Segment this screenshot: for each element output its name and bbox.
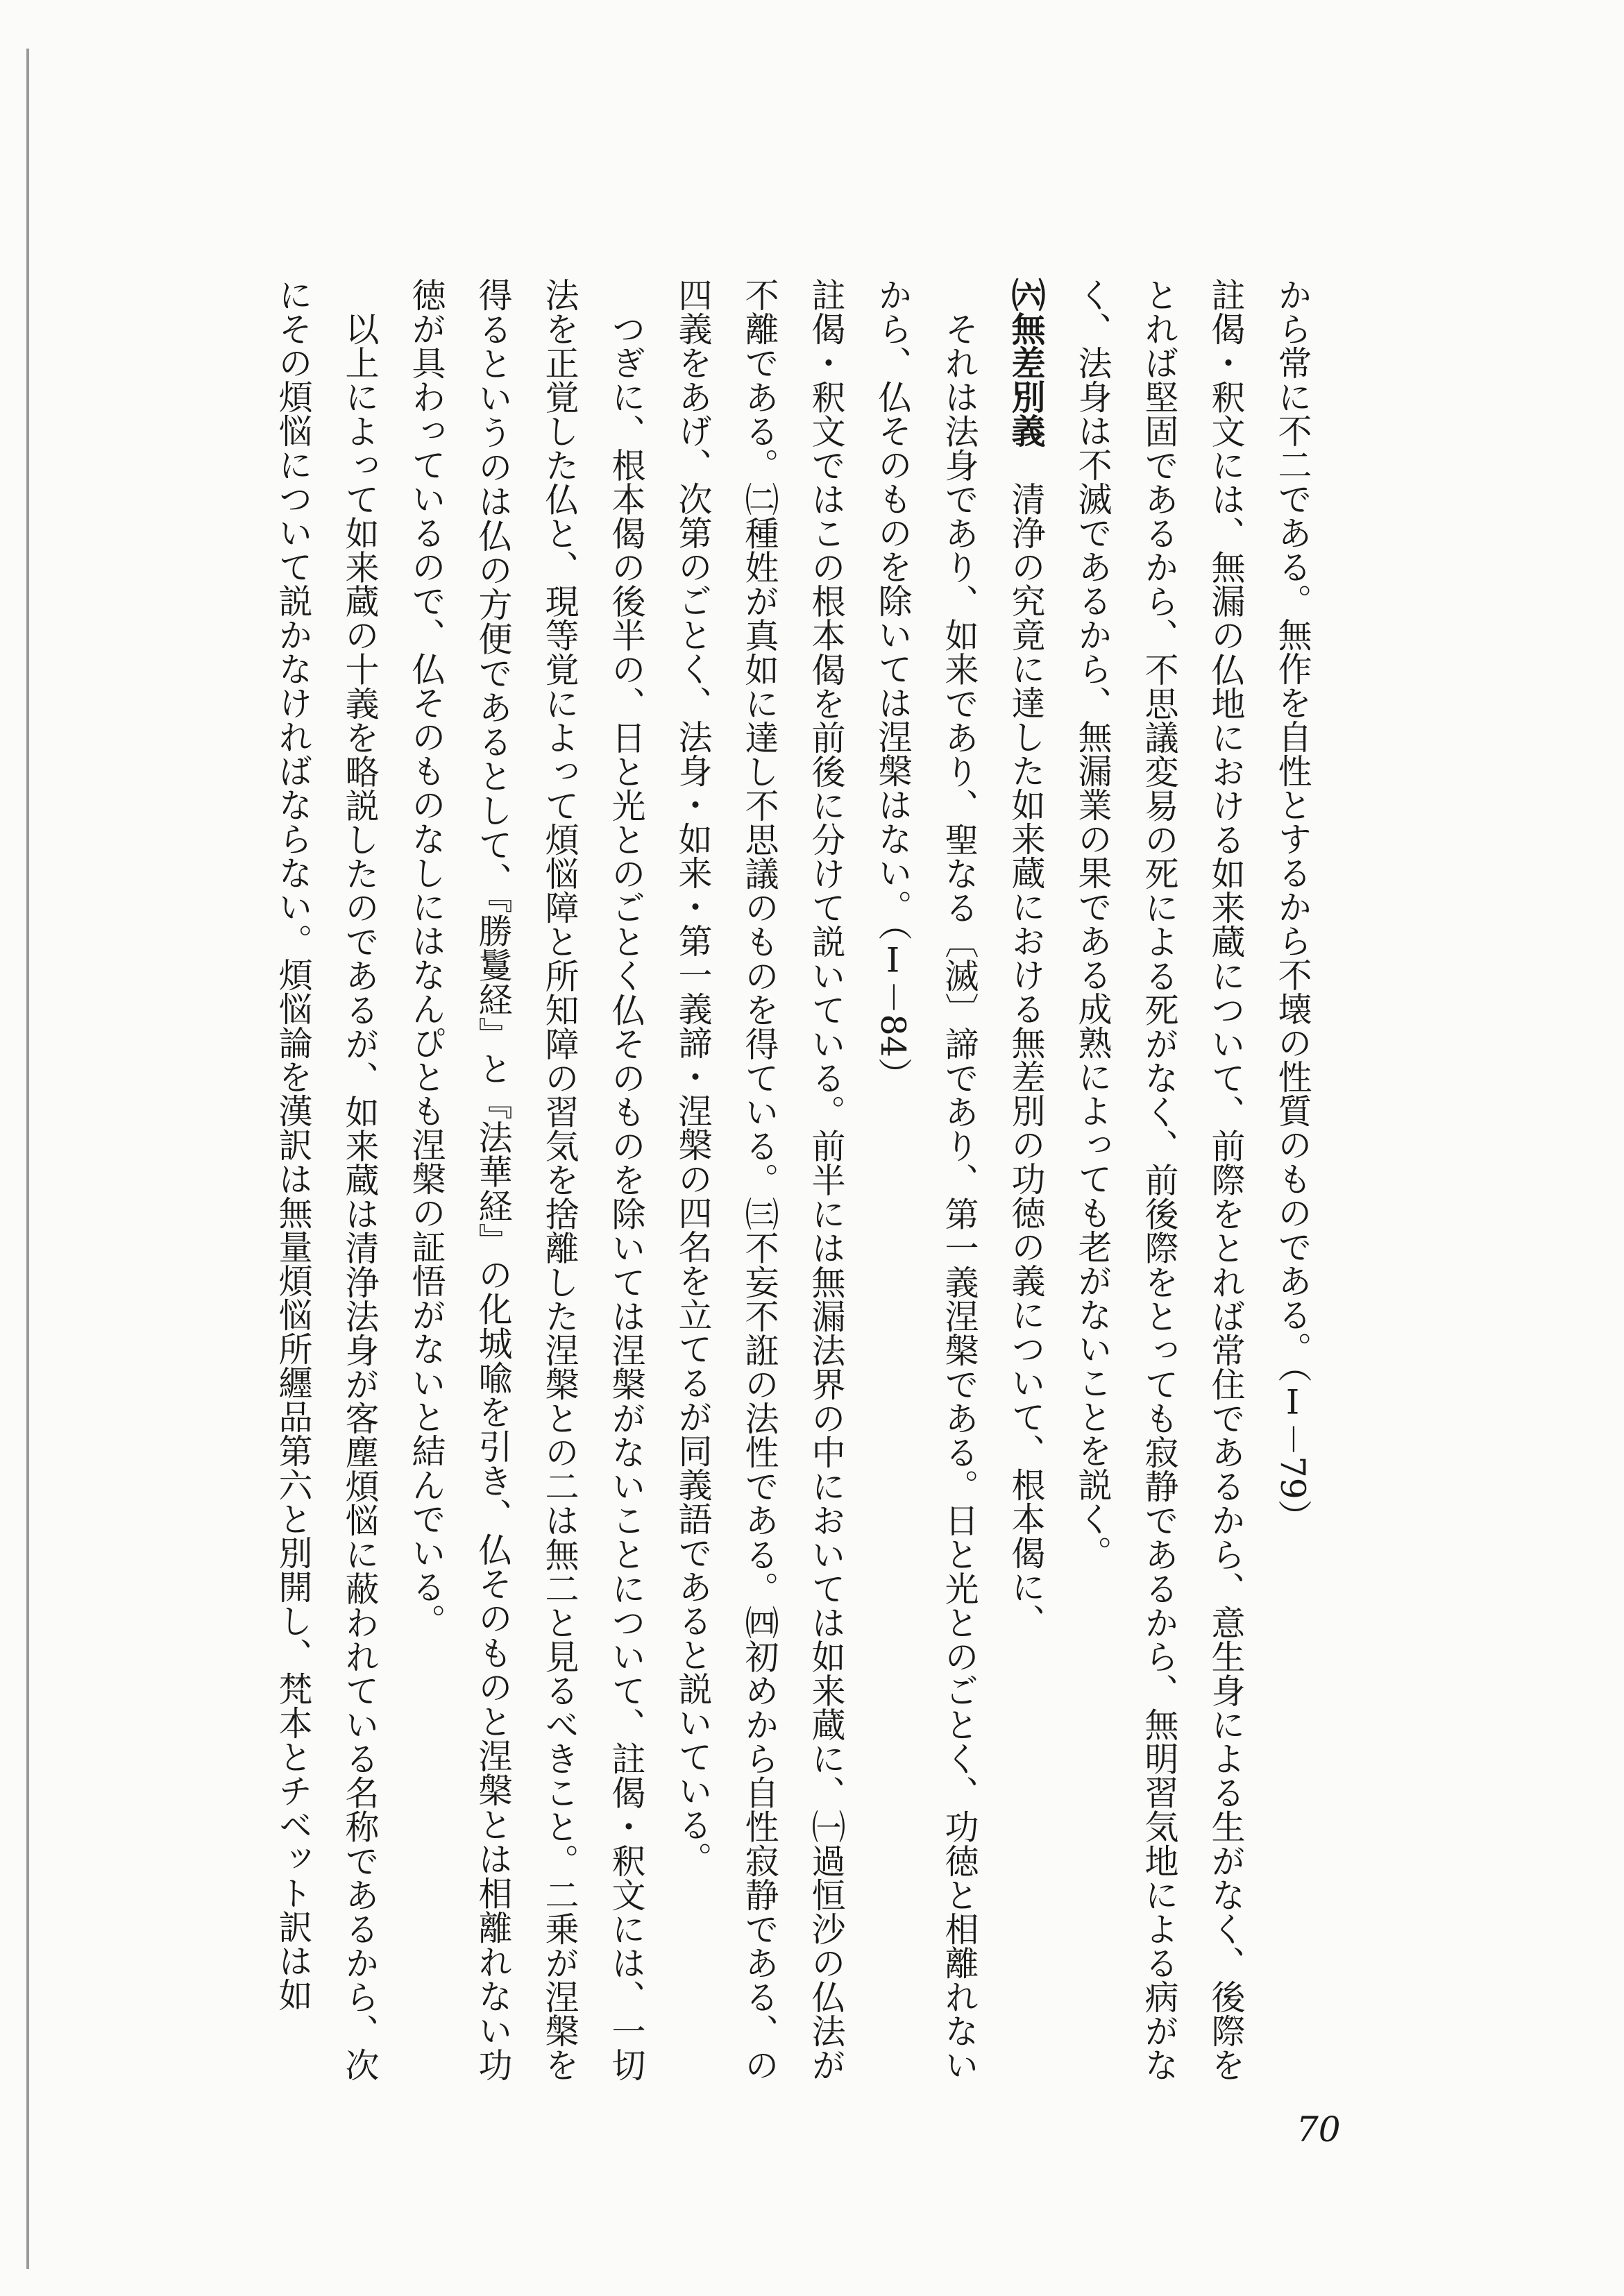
paragraph-1: から常に不二である。無作を自性とするから不壊の性質のものである。（Ⅰ－79） (1273, 278, 1312, 1533)
page-binding-edge (26, 49, 29, 2269)
vertical-text-body (243, 278, 1326, 2082)
section-heading-text: 清浄の究竟に達した如来蔵における無差別の功徳の義について、根本偈に、 (1006, 482, 1046, 1638)
paragraph-7: 以上によって如来蔵の十義を略説したのであるが、如来蔵は清浄法身が客塵煩悩に蔽われている名称であるから、次にその煩悩について説かなければならない。煩悩論を漢訳は無量煩悩所纒品第六と別開し、梵本とチベット訳は如 (273, 278, 380, 2082)
main-text-block (243, 278, 1326, 2082)
paragraph-6: つぎに、根本偈の後半の、日と光とのごとく仏そのものを除いては涅槃がないことについて、註偈・釈文には、一切法を正覚した仏と、現等覚によって煩悩障と所知障の習気を捨離した涅槃との二は無二と見るべきこと。二乗が涅槃を得るというのは仏の方便であるとして、『勝鬘経』と『法華経』の化城喩を引き、仏そのものと涅槃とは相離れない功徳が具わっているので、仏そのものなしにはなんぴとも涅槃の証悟がないと結んでいる。 (407, 278, 646, 2082)
paragraph-3 (992, 278, 1059, 2082)
paragraph-4-quote: それは法身であり、如来であり、聖なる〔滅〕諦であり、第一義涅槃である。日と光とのごとく、功徳と相離れないから、仏そのものを除いては涅槃はない。（Ⅰ－84） (873, 278, 979, 2082)
section-heading-label: ㈥無差別義 (1006, 278, 1046, 448)
paragraph-5: 註偈・釈文ではこの根本偈を前後に分けて説いている。前半には無漏法界の中においては如来蔵に、㈠過恒沙の仏法が不離である。㈡種姓が真如に達し不思議のものを得ている。㈢不妄不誑の法性である。㈣初めから自性寂静である、の四義をあげ、次第のごとく、法身・如来・第一義諦・涅槃の四名を立てるが同義語であると説いている。 (673, 278, 846, 2082)
paragraph-2: 註偈・釈文には、無漏の仏地における如来蔵について、前際をとれば常住であるから、意生身による生がなく、後際をとれば堅固であるから、不思議変易の死による死がなく、前後際をとっても寂静であるから、無明習気地による病がなく、法身は不滅であるから、無漏業の果である成熟によっても老がないことを説く。 (1073, 278, 1246, 2082)
page-number: 70 (1296, 2109, 1341, 2150)
